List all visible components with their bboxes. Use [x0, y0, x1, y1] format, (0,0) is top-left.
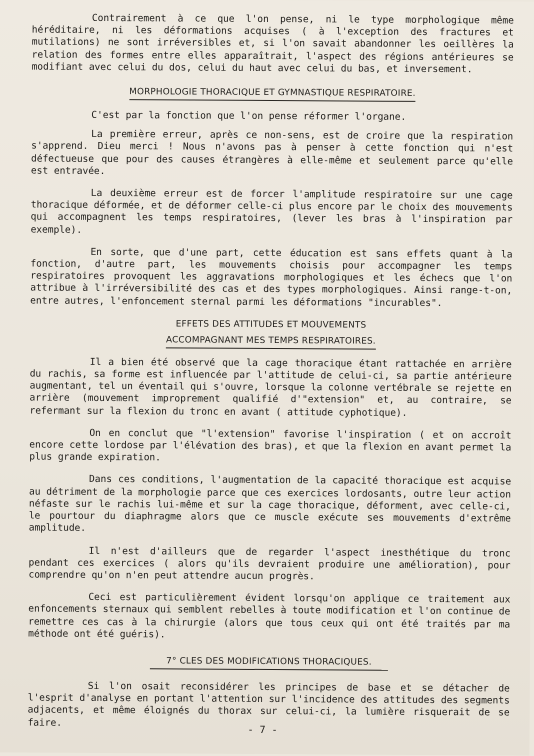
paragraph-inesthetique: Il n'est d'ailleurs que de regarder l'aspect inesthétique du tronc pendant ces exercices ( alors qu'ils devraient produire une amélioration), pour comprendre qu'on n'en peut attendre aucun progrès.: [28, 545, 511, 583]
page-number: - 7 -: [247, 724, 278, 737]
heading-cles-text: 7° CLES DES MODIFICATIONS THORACIQUES.: [150, 655, 388, 670]
paragraph-intro: Contrairement à ce que l'on pense, ni le type morphologique même héréditaire, ni les déformations acquises ( à l'exception des fractures et mutilations) ne sont irréversibles et, si l'on savait abandonner les oeillères la relation des formes entre elles apparaîtrait, l'aspect des régions antérieures se modifiant avec celui du dos, celui du haut avec celui du bas, et inversement.: [31, 12, 514, 76]
paragraph-principes-de-base: Si l'on osait reconsidérer les principes de base et se détacher de l'esprit d'analyse en portant l'attention sur l'incidence des attitudes des segments adjacents, et même éloignés du thorax sur celui-ci, la lumière risquerait de se faire.: [27, 680, 510, 729]
paragraph-extension: On en conclut que "l'extension" favorise l'inspiration ( et on accroît encore cette lordose par l'élévation des bras), et que la flexion en avant permet la plus grande expiration.: [29, 427, 512, 464]
paragraph-conditions: Dans ces conditions, l'augmentation de la capacité thoracique est acquise au détriment de la morphologie parce que ces exercices lordosants, outre leur action néfaste sur le rachis lui-même et sur la cage thoracique, déforment, avec celle-ci, le pourtour du diaphragme alors que ce muscle exécute ses mouvements d'extrême amplitude.: [28, 474, 512, 535]
heading-effets-line2-text: ACCOMPAGNANT MES TEMPS RESPIRATOIRES.: [166, 334, 376, 349]
paragraph-cage-thoracique: Il a bien été observé que la cage thoracique étant rattachée en arrière du rachis, sa forme est influencée par l'attitude de celui-ci, sa partie antérieure augmentant, tel un éventail qui s'ouvre, lorsque la colonne vertébrale se rejette en arrière (mouvement improprement qualifié d'"extension" et, au contraire, se refermant sur la flexion du tronc en avant ( attitude cyphotique).: [29, 356, 512, 419]
paragraph-deuxieme-erreur: La deuxième erreur est de forcer l'amplitude respiratoire sur une cage thoracique déformée, et de déformer celle-ci plus encore par le choix des mouvements qui accompagnent les temps respiratoires, (lever les bras à l'inspiration par exemple).: [30, 187, 513, 236]
paragraph-fonction-organe: C'est par la fonction que l'on pense réformer l'organe.: [91, 109, 407, 123]
heading-effets-line1: EFFETS DES ATTITUDES ET MOUVEMENTS: [175, 319, 367, 331]
paragraph-en-sorte: En sorte, que d'une part, cette éducation est sans effets quant à la fonction, d'autre part, les mouvements choisis pour accompagner les temps respiratoires provoquent les aggravations morphologiques et les échecs que l'on attribue à l'irréversibilité des cas et des types morphologiques. Ainsi range-t-on, entre autres, l'enfoncement sternal parmi les déformations "incurables".: [30, 246, 513, 309]
paragraph-enfoncements-sternaux: Ceci est particulièrement évident lorsqu'on applique ce traitement aux enfoncements sternaux qui semblent rebelles à toute modification et l'on continue de remettre ces cas à la chirurgie (alors que tous ceux qui ont été traités par ma méthode ont été guéris).: [28, 592, 511, 641]
paragraph-premiere-erreur: La première erreur, après ce non-sens, est de croire que la respiration s'apprend. Dieu merci ! Nous n'avons pas à penser à cette fonction qui n'est défectueuse que pour des causes étrangères à elle-même et seulement parce qu'elle est entravée.: [30, 129, 514, 177]
heading-effets-line2: [30, 333, 512, 350]
heading-morphologie-thoracique: [31, 86, 513, 103]
heading-cles-modifications: [28, 654, 510, 671]
heading-morphologie-text: MORPHOLOGIE THORACIQUE ET GYMNASTIQUE RESPIRATOIRE.: [129, 86, 416, 102]
